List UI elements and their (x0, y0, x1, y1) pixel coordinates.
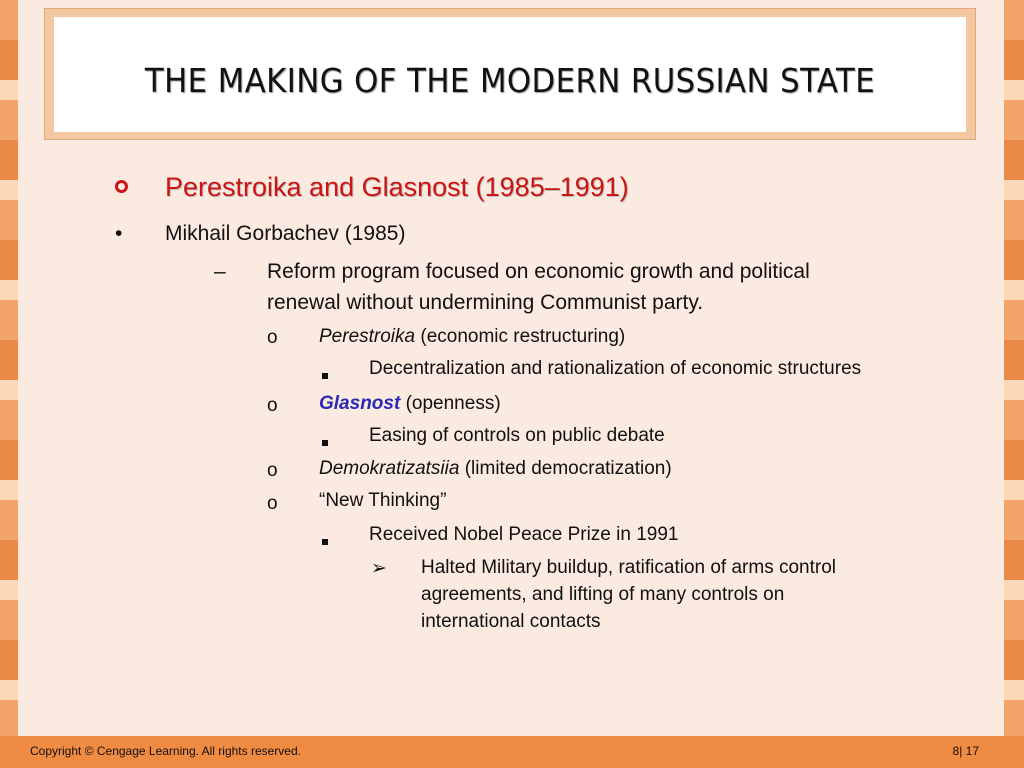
desc-demokratizatsiia: (limited democratization) (459, 458, 672, 479)
item-perestroika (319, 326, 625, 348)
item-new-thinking: “New Thinking” (319, 490, 447, 511)
item-reform-line1: Reform program focused on economic growth and political (267, 260, 810, 283)
left-decorative-stripes (0, 0, 18, 768)
item-demokratizatsiia (319, 458, 672, 480)
bullet-circle: o (267, 327, 278, 348)
right-decorative-stripes (1004, 0, 1024, 768)
title-frame (44, 8, 976, 140)
square-bullet-icon (322, 532, 328, 550)
section-heading-text: Perestroika and Glasnost (1985–1991) (165, 172, 629, 202)
bullet-dot: • (115, 222, 123, 245)
bullet-circle: o (267, 460, 278, 481)
term-glasnost: Glasnost (319, 393, 401, 414)
slide-title: THE MAKING OF THE MODERN RUSSIAN STATE (144, 61, 876, 100)
arrow-bullet-icon: ➢ (371, 558, 387, 579)
section-heading (165, 172, 629, 203)
desc-glasnost: (openness) (400, 393, 501, 414)
term-demokratizatsiia: Demokratizatsiia (319, 458, 460, 479)
copyright-notice: Copyright © Cengage Learning. All rights reserved. (30, 744, 301, 758)
item-reform-line2: renewal without undermining Communist party. (267, 291, 704, 314)
footer-bar (0, 736, 1024, 768)
page-number: 8| 17 (952, 744, 979, 758)
item-glasnost (319, 393, 501, 415)
square-bullet-icon (322, 433, 328, 451)
bullet-circle: o (267, 493, 278, 514)
item-easing: Easing of controls on public debate (369, 425, 665, 446)
item-nobel: Received Nobel Peace Prize in 1991 (369, 524, 679, 545)
item-halted-line2: agreements, and lifting of many controls on (421, 584, 785, 605)
bullet-dash: – (214, 260, 226, 283)
item-halted-line3: international contacts (421, 611, 601, 632)
title-panel (54, 17, 966, 132)
item-halted-line1: Halted Military buildup, ratification of arms control (421, 557, 837, 578)
term-perestroika: Perestroika (319, 326, 416, 347)
square-bullet-icon (322, 366, 328, 384)
bullet-circle: o (267, 395, 278, 416)
circle-bullet-icon (115, 180, 128, 198)
item-gorbachev: Mikhail Gorbachev (1985) (165, 222, 406, 245)
desc-perestroika: (economic restructuring) (415, 326, 626, 347)
item-decentralization: Decentralization and rationalization of economic structures (369, 358, 862, 379)
